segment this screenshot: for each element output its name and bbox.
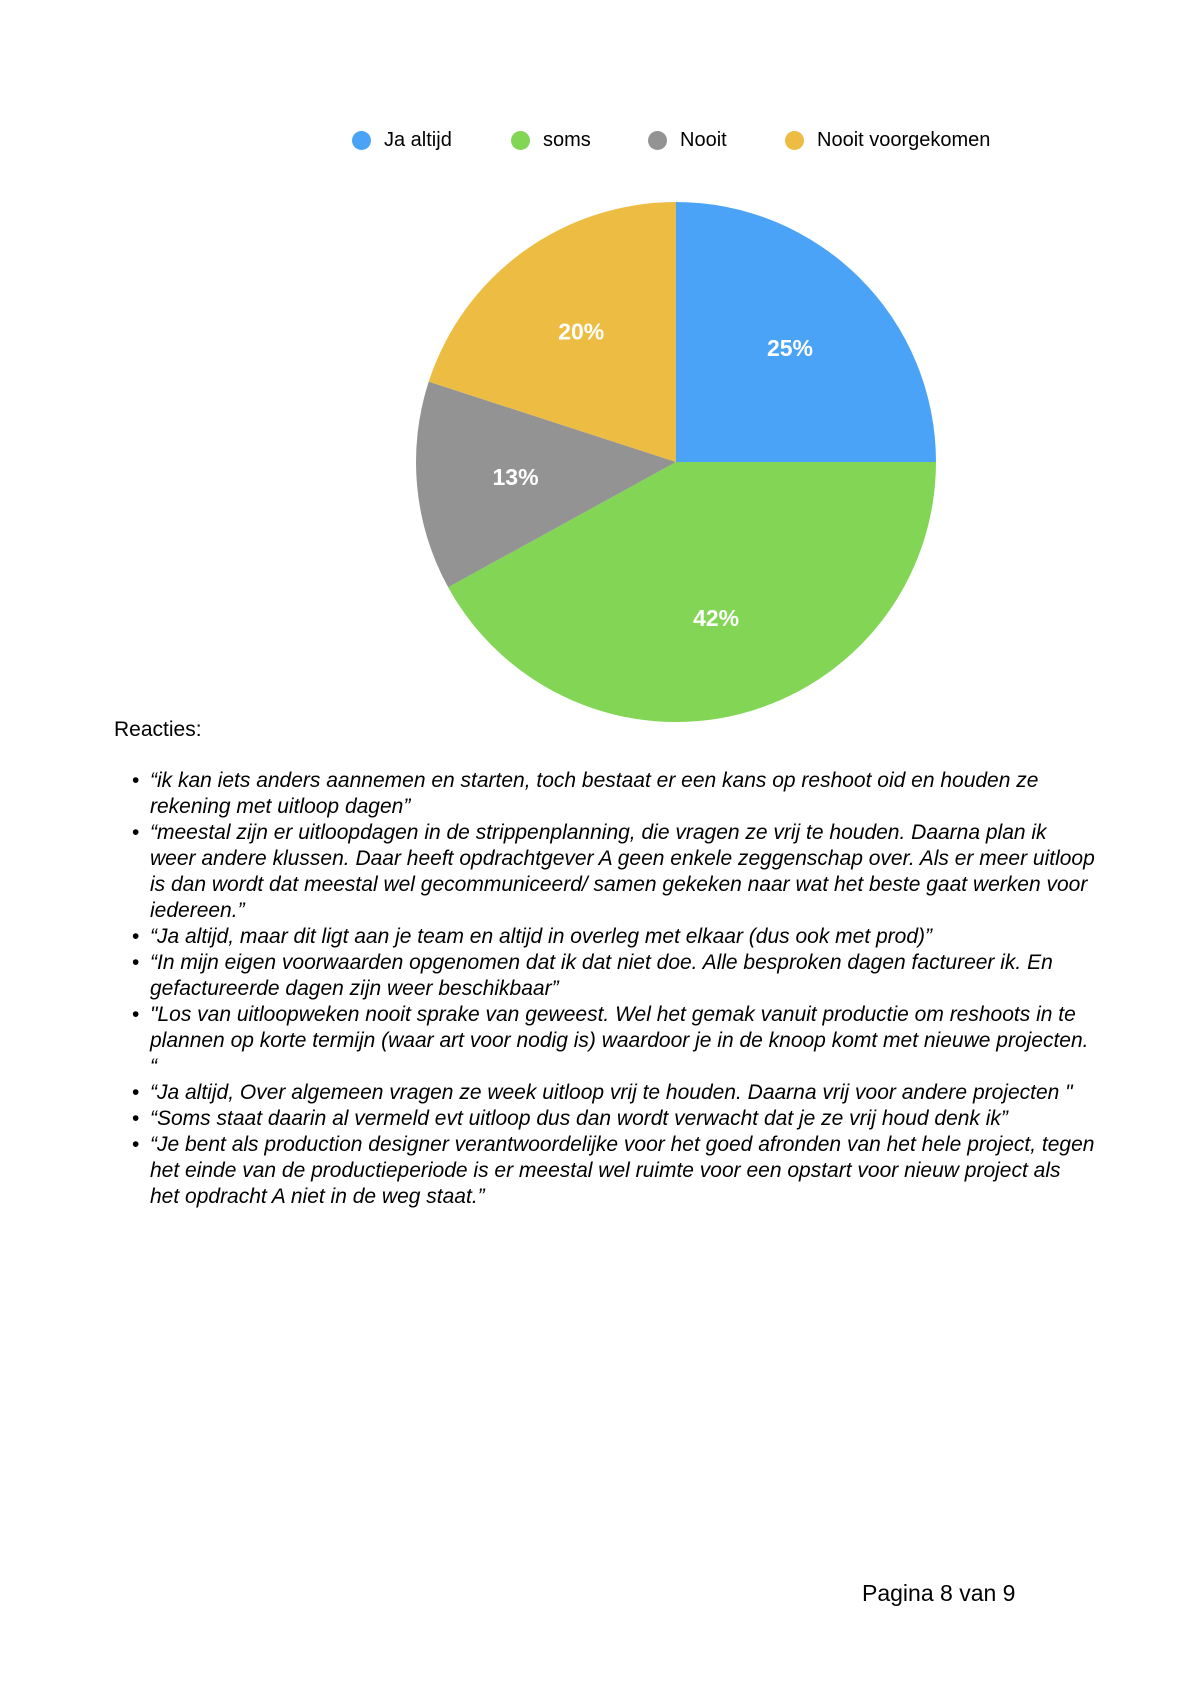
reactie-item: • “Soms staat daarin al vermeld evt uitloop dus dan wordt verwacht dat je ze vrij houd denk ik”: [150, 1106, 1095, 1132]
pie-data-label: 25%: [766, 335, 814, 362]
page-number: Pagina 8 van 9: [862, 1580, 1016, 1606]
reacties-list: [150, 768, 1095, 1210]
reactie-item: • “In mijn eigen voorwaarden opgenomen dat ik dat niet doe. Alle besproken dagen factureer ik. En gefactureerde dagen zijn weer beschikbaar”: [150, 950, 1095, 1002]
reactie-item: • “Ja altijd, maar dit ligt aan je team en altijd in overleg met elkaar (dus ook met prod)”: [150, 924, 1095, 950]
legend-label: Nooit: [680, 128, 727, 151]
reactie-item: • “Je bent als production designer verantwoordelijke voor het goed afronden van het hele project, tegen het einde van de productieperiode is er meestal wel ruimte voor een opstart voor nieuw project als het opdracht A niet in de weg staat.”: [150, 1132, 1095, 1210]
reactie-item: • "Los van uitloopweken nooit sprake van geweest. Wel het gemak vanuit productie om reshoots in te plannen op korte termijn (waar art voor nodig is) waardoor je in de knoop komt met nieuwe projecten. “: [150, 1002, 1095, 1080]
pie-data-label: 42%: [693, 605, 740, 632]
reactie-item: • “Ja altijd, Over algemeen vragen ze week uitloop vrij te houden. Daarna vrij voor andere projecten ": [150, 1080, 1095, 1106]
pie-data-label: 13%: [492, 464, 539, 491]
reacties-heading: Reacties:: [114, 718, 202, 741]
pie-chart: [0, 0, 1190, 740]
pie-data-label: 20%: [558, 318, 605, 345]
legend-label: Nooit voorgekomen: [817, 128, 991, 151]
reactie-item: • “ik kan iets anders aannemen en starten, toch bestaat er een kans op reshoot oid en houden ze rekening met uitloop dagen”: [150, 768, 1095, 820]
legend-label: soms: [543, 128, 591, 151]
reactie-item: • “meestal zijn er uitloopdagen in de strippenplanning, die vragen ze vrij te houden. Daarna plan ik weer andere klussen. Daar heeft opdrachtgever A geen enkele zeggenschap over. Als er meer uitloop is dan wordt dat meestal wel gecommuniceerd/ samen gekeken naar wat het beste gaat werken voor iedereen.”: [150, 820, 1095, 924]
pie-slices: [416, 202, 936, 722]
pie-slice-ja-altijd: [676, 202, 936, 462]
legend-label: Ja altijd: [384, 128, 452, 151]
